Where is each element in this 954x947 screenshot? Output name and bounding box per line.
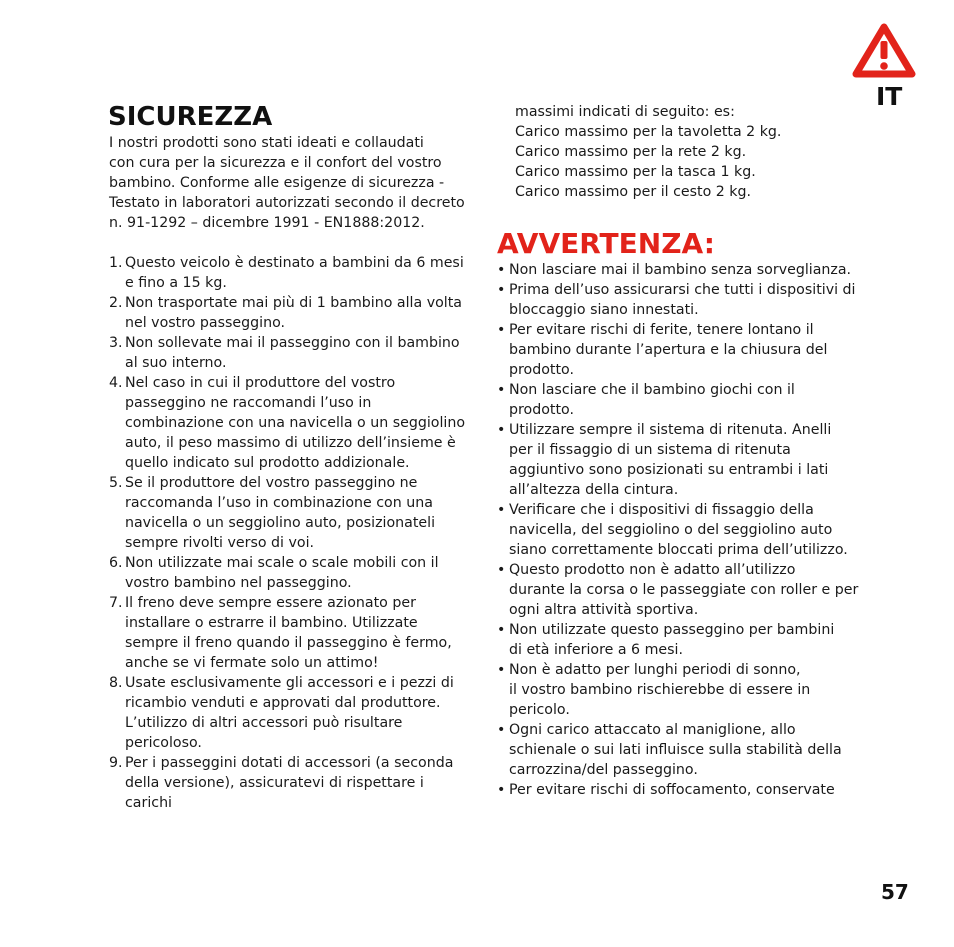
item-line: Per evitare rischi di ferite, tenere lontano il bbox=[509, 322, 814, 338]
safety-item bbox=[109, 753, 469, 813]
safety-item bbox=[109, 333, 469, 373]
bullet-icon: • bbox=[497, 422, 506, 438]
bullet-icon: • bbox=[497, 282, 506, 298]
warning-item bbox=[497, 260, 867, 280]
item-line: Non utilizzate mai scale o scale mobili con il bbox=[125, 555, 439, 571]
warning-item bbox=[497, 560, 867, 620]
item-line: Non lasciare che il bambino giochi con il bbox=[509, 382, 795, 398]
item-line: navicella o un seggiolino auto, posizionateli bbox=[125, 515, 436, 531]
item-line: Il freno deve sempre essere azionato per bbox=[125, 595, 416, 611]
item-line: anche se vi fermate solo un attimo! bbox=[125, 655, 379, 671]
left-column bbox=[109, 102, 469, 813]
warning-item bbox=[497, 420, 867, 500]
item-line: Se il produttore del vostro passeggino ne bbox=[125, 475, 418, 491]
warning-item bbox=[497, 720, 867, 780]
bullet-icon: • bbox=[497, 782, 506, 798]
item-line: bloccaggio siano innestati. bbox=[509, 302, 699, 318]
item-number: 1. bbox=[109, 255, 123, 271]
item-line: aggiuntivo sono posizionati su entrambi i lati bbox=[509, 462, 829, 478]
continuation-line: massimi indicati di seguito: es: bbox=[515, 104, 735, 120]
warning-item bbox=[497, 500, 867, 560]
intro-line: Testato in laboratori autorizzati secondo il decreto bbox=[109, 195, 465, 211]
item-line: pericoloso. bbox=[125, 735, 202, 751]
sicurezza-heading: SICUREZZA bbox=[108, 102, 273, 132]
item-line: durante la corsa o le passeggiate con roller e per bbox=[509, 582, 859, 598]
item-line: L’utilizzo di altri accessori può risultare bbox=[125, 715, 403, 731]
sicurezza-intro bbox=[109, 133, 469, 233]
warning-item bbox=[497, 620, 867, 660]
item-line: auto, il peso massimo di utilizzo dell’insieme è bbox=[125, 435, 456, 451]
item-line: all’altezza della cintura. bbox=[509, 482, 679, 498]
item-line: Verificare che i dispositivi di fissaggio della bbox=[509, 502, 814, 518]
item-line: Ogni carico attaccato al maniglione, allo bbox=[509, 722, 796, 738]
item-line: Non utilizzate questo passeggino per bambini bbox=[509, 622, 835, 638]
warning-item bbox=[497, 660, 867, 720]
safety-numbered-list bbox=[109, 253, 469, 813]
item-line: Questo prodotto non è adatto all’utilizzo bbox=[509, 562, 796, 578]
item-number: 6. bbox=[109, 555, 123, 571]
item-line: il vostro bambino rischierebbe di essere in bbox=[509, 682, 811, 698]
intro-line: con cura per la sicurezza e il confort del vostro bbox=[109, 155, 442, 171]
safety-item bbox=[109, 253, 469, 293]
warning-item bbox=[497, 780, 867, 800]
max-loads-continuation bbox=[497, 102, 867, 202]
item-line: al suo interno. bbox=[125, 355, 227, 371]
item-line: schienale o sui lati influisce sulla stabilità della bbox=[509, 742, 842, 758]
item-line: della versione), assicuratevi di rispettare i carichi bbox=[125, 775, 424, 811]
item-number: 7. bbox=[109, 595, 123, 611]
item-number: 3. bbox=[109, 335, 123, 351]
bullet-icon: • bbox=[497, 382, 506, 398]
bullet-icon: • bbox=[497, 262, 506, 278]
continuation-line: Carico massimo per la tasca 1 kg. bbox=[515, 164, 756, 180]
warning-item bbox=[497, 380, 867, 420]
language-code: IT bbox=[876, 82, 903, 111]
item-line: sempre il freno quando il passeggino è fermo, bbox=[125, 635, 452, 651]
item-line: Usate esclusivamente gli accessori e i pezzi di bbox=[125, 675, 454, 691]
bullet-icon: • bbox=[497, 622, 506, 638]
intro-line: bambino. Conforme alle esigenze di sicurezza - bbox=[109, 175, 445, 191]
item-number: 4. bbox=[109, 375, 123, 391]
item-line: ricambio venduti e approvati dal produttore. bbox=[125, 695, 441, 711]
item-line: pericolo. bbox=[509, 702, 570, 718]
item-number: 9. bbox=[109, 755, 123, 771]
item-line: Prima dell’uso assicurarsi che tutti i dispositivi di bbox=[509, 282, 856, 298]
item-line: Per i passeggini dotati di accessori (a seconda bbox=[125, 755, 454, 771]
item-line: passeggino ne raccomandi l’uso in bbox=[125, 395, 372, 411]
item-line: siano correttamente bloccati prima dell’utilizzo. bbox=[509, 542, 848, 558]
item-line: Nel caso in cui il produttore del vostro bbox=[125, 375, 396, 391]
warning-item bbox=[497, 280, 867, 320]
item-line: Non lasciare mai il bambino senza sorveglianza. bbox=[509, 262, 852, 278]
continuation-line: Carico massimo per la rete 2 kg. bbox=[515, 144, 747, 160]
avvertenza-heading: AVVERTENZA: bbox=[497, 227, 715, 260]
bullet-icon: • bbox=[497, 662, 506, 678]
safety-item bbox=[109, 473, 469, 553]
item-line: raccomanda l’uso in combinazione con una bbox=[125, 495, 433, 511]
item-line: bambino durante l’apertura e la chiusura del bbox=[509, 342, 828, 358]
warning-bullet-list bbox=[497, 260, 867, 800]
page-number: 57 bbox=[881, 880, 909, 904]
item-line: vostro bambino nel passeggino. bbox=[125, 575, 352, 591]
item-line: Utilizzare sempre il sistema di ritenuta. Anelli bbox=[509, 422, 832, 438]
item-line: Questo veicolo è destinato a bambini da 6 mesi bbox=[125, 255, 464, 271]
item-line: nel vostro passeggino. bbox=[125, 315, 286, 331]
item-line: Per evitare rischi di soffocamento, conservate bbox=[509, 782, 835, 798]
safety-item bbox=[109, 553, 469, 593]
safety-item bbox=[109, 593, 469, 673]
safety-item bbox=[109, 673, 469, 753]
item-line: e fino a 15 kg. bbox=[125, 275, 227, 291]
item-number: 8. bbox=[109, 675, 123, 691]
item-line: installare o estrarre il bambino. Utilizzate bbox=[125, 615, 418, 631]
item-line: di età inferiore a 6 mesi. bbox=[509, 642, 683, 658]
intro-line: n. 91-1292 – dicembre 1991 - EN1888:2012. bbox=[109, 215, 425, 231]
item-line: carrozzina/del passeggino. bbox=[509, 762, 698, 778]
item-line: per il fissaggio di un sistema di ritenuta bbox=[509, 442, 791, 458]
item-number: 2. bbox=[109, 295, 123, 311]
safety-item bbox=[109, 293, 469, 333]
continuation-line: Carico massimo per la tavoletta 2 kg. bbox=[515, 124, 782, 140]
bullet-icon: • bbox=[497, 502, 506, 518]
item-line: ogni altra attività sportiva. bbox=[509, 602, 699, 618]
item-line: sempre rivolti verso di voi. bbox=[125, 535, 315, 551]
item-line: Non è adatto per lunghi periodi di sonno, bbox=[509, 662, 801, 678]
intro-line: I nostri prodotti sono stati ideati e collaudati bbox=[109, 135, 424, 151]
safety-item bbox=[109, 373, 469, 473]
item-line: navicella, del seggiolino o del seggiolino auto bbox=[509, 522, 833, 538]
item-number: 5. bbox=[109, 475, 123, 491]
warning-item bbox=[497, 320, 867, 380]
warning-triangle-icon bbox=[852, 22, 916, 80]
bullet-icon: • bbox=[497, 562, 506, 578]
bullet-icon: • bbox=[497, 322, 506, 338]
item-line: prodotto. bbox=[509, 362, 574, 378]
item-line: Non sollevate mai il passeggino con il bambino bbox=[125, 335, 460, 351]
bullet-icon: • bbox=[497, 722, 506, 738]
item-line: quello indicato sul prodotto addizionale. bbox=[125, 455, 410, 471]
item-line: Non trasportate mai più di 1 bambino alla volta bbox=[125, 295, 462, 311]
item-line: combinazione con una navicella o un seggiolino bbox=[125, 415, 466, 431]
right-column bbox=[497, 102, 867, 800]
continuation-line: Carico massimo per il cesto 2 kg. bbox=[515, 184, 752, 200]
item-line: prodotto. bbox=[509, 402, 574, 418]
